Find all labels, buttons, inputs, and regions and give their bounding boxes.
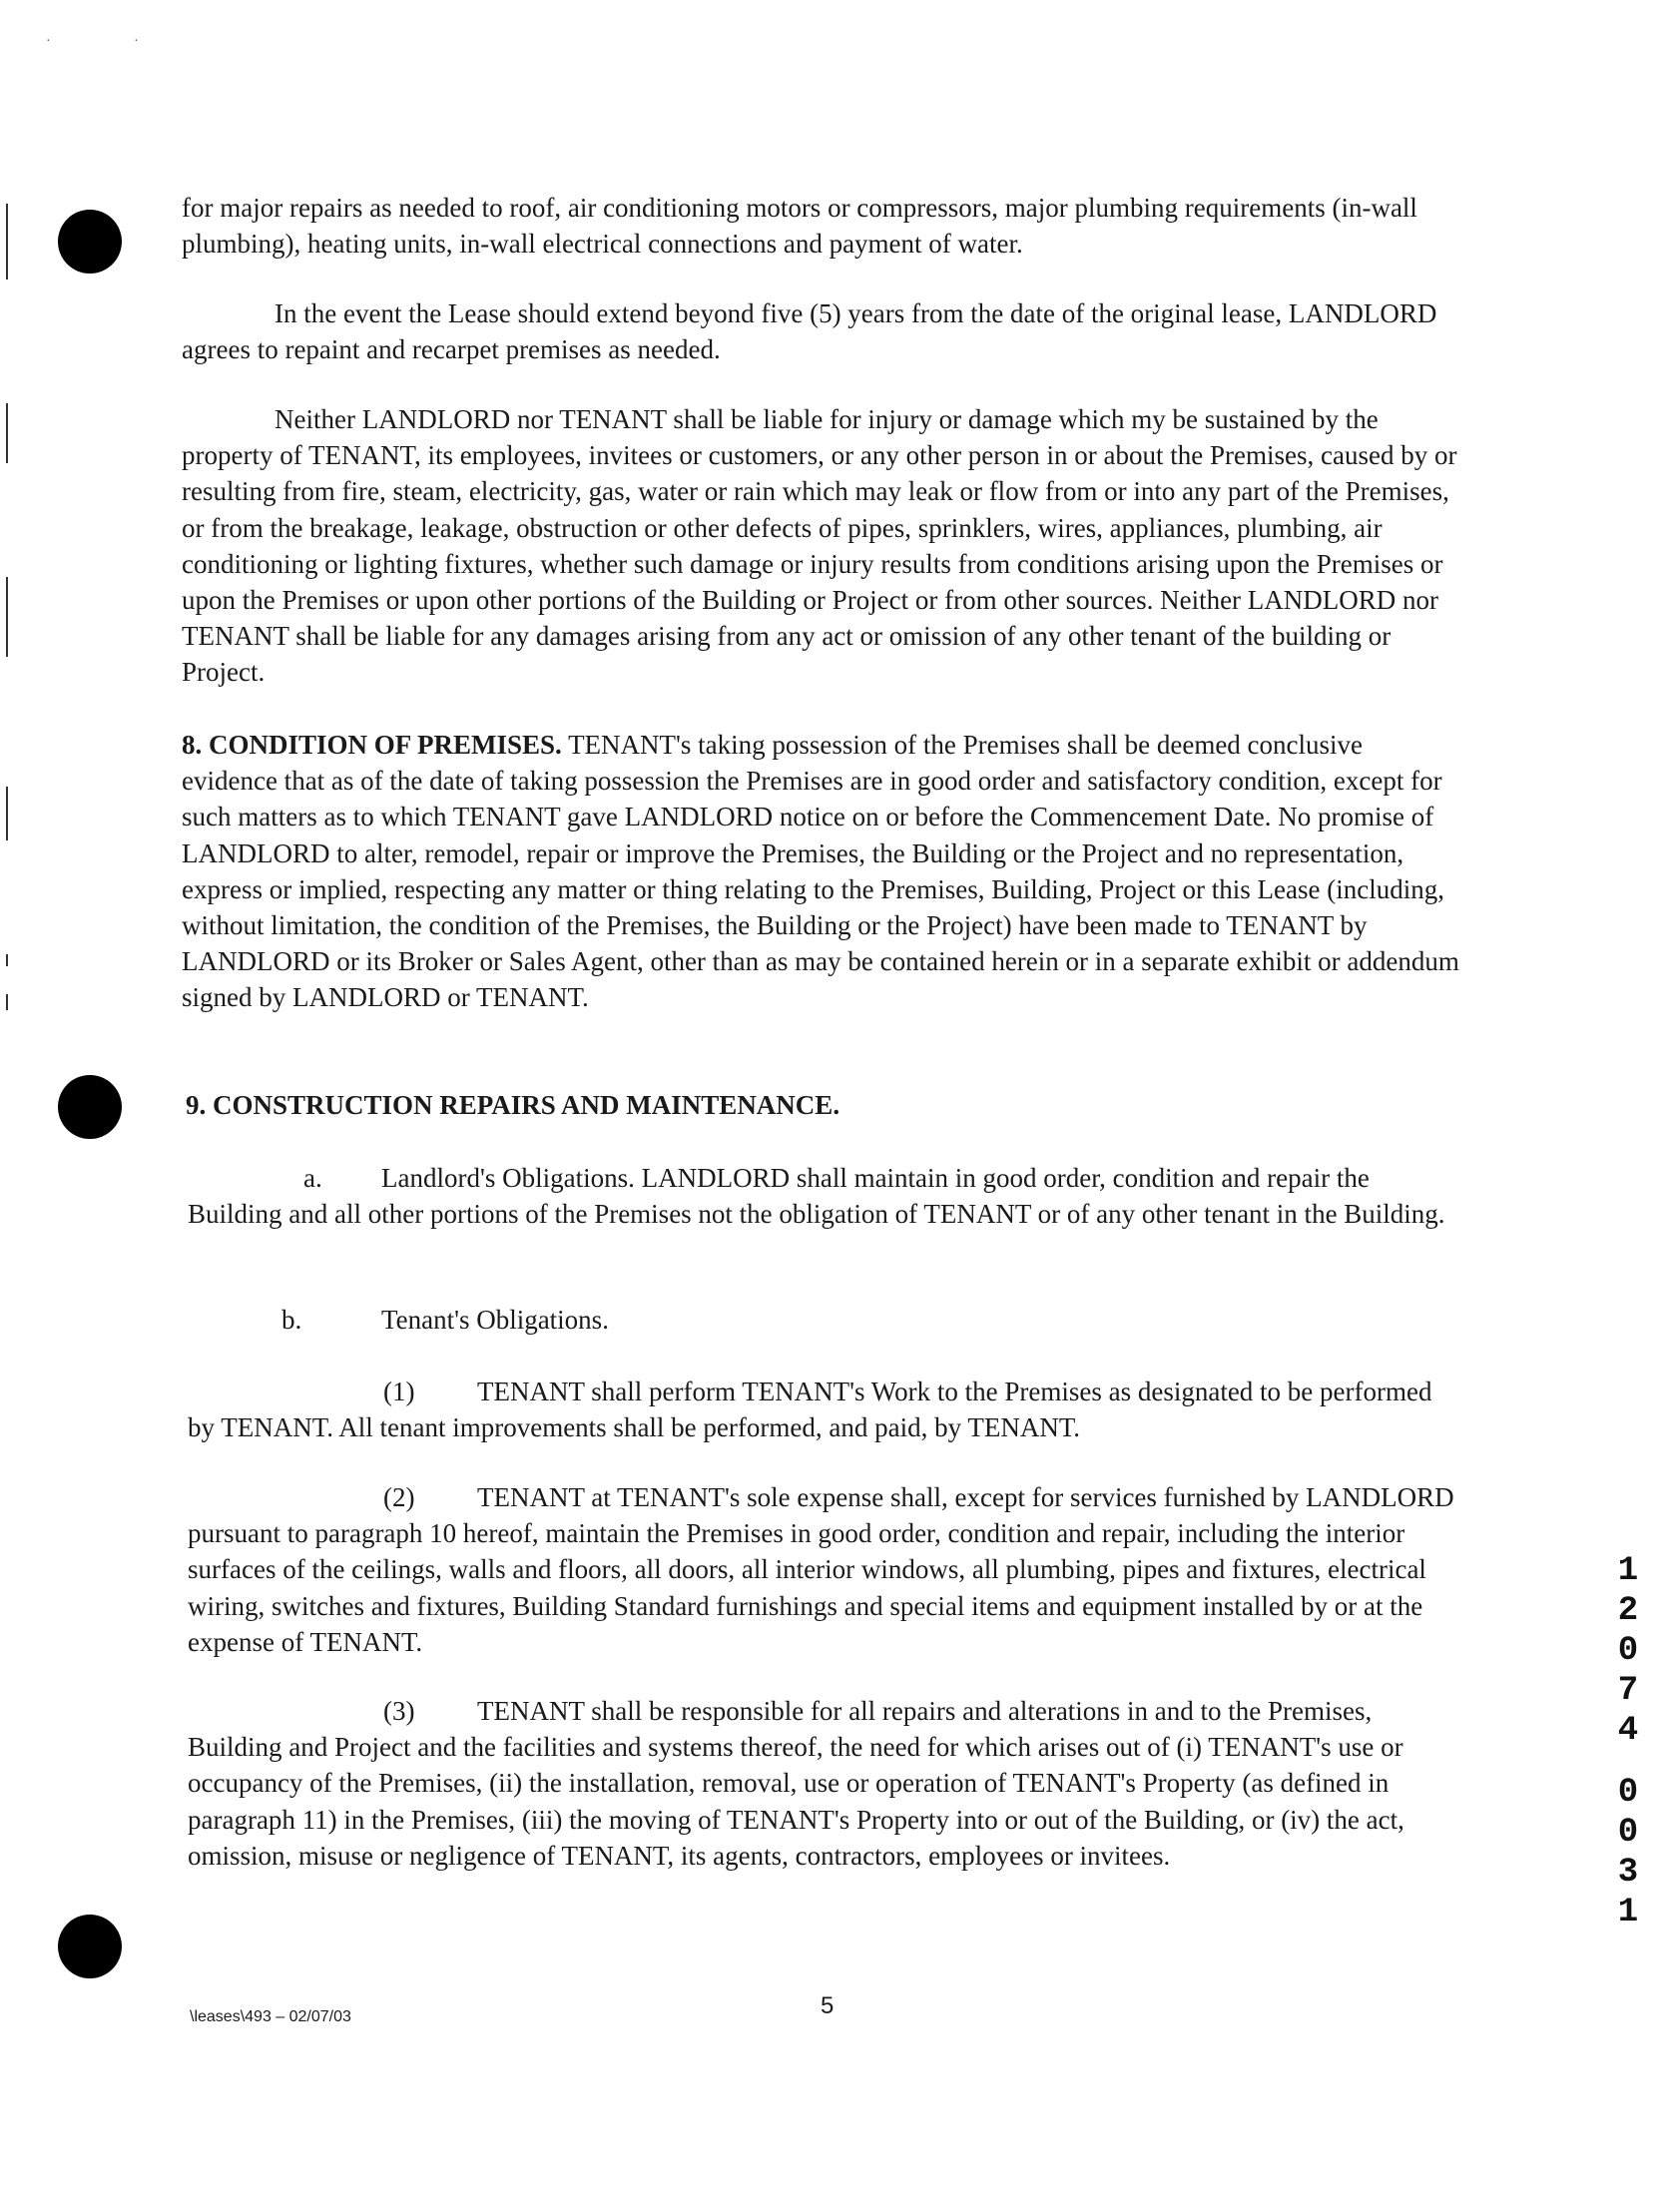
section-9b-text: Tenant's Obligations.	[381, 1305, 609, 1335]
section-8-text: TENANT's taking possession of the Premises shall be deemed conclusive evidence that as of the date of taking possession the Premises are in good order and satisfactory condition, except for such matters as to which TENANT gave LANDLORD notice on or before the Commencement Date. No promise of LANDLORD to alter, remodel, repair or improve the Premises, the Building or the Project and no representation, express or implied, respecting any matter or thing relating to the Premises, Building, Project or this Lease (including, without limitation, the condition of the Premises, the Building or the Project) have been made to TENANT by LANDLORD or its Broker or Sales Agent, other than as may be contained herein or in a separate exhibit or addendum signed by LANDLORD or TENANT.	[182, 730, 1459, 1013]
bates-digit: 0	[1617, 1632, 1639, 1670]
bates-stamp	[1605, 1551, 1651, 1933]
hole-punch-middle	[58, 1075, 122, 1139]
paragraph-lease-extension: In the event the Lease should extend beyond five (5) years from the date of the original lease, LANDLORD agrees to repaint and recarpet premises as needed.	[182, 298, 1437, 365]
bates-digit: 7	[1617, 1672, 1639, 1710]
item-1-label: (1)	[383, 1377, 415, 1406]
bates-digit: 2	[1617, 1592, 1639, 1630]
section-9b-label: b.	[281, 1305, 302, 1335]
bates-digit: 1	[1617, 1894, 1639, 1932]
scan-speck-marks: · ·	[46, 34, 179, 49]
section-9a-label: a.	[303, 1163, 322, 1193]
section-9b-item-2	[188, 1479, 1465, 1660]
item-3-text: TENANT shall be responsible for all repairs and alterations in and to the Premises, Building and Project and the facilities and systems thereof, the need for which arises out of (i) TENANT's use or occupancy of the Premises, (ii) the installation, removal, use or operation of TENANT's Property (as defined in paragraph 11) in the Premises, (iii) the moving of TENANT's Property into or out of the Building, or (iv) the act, omission, misuse or negligence of TENANT, its agents, contractors, employees or invitees.	[188, 1696, 1404, 1871]
section-9b-item-1	[188, 1374, 1465, 1445]
section-9a-text: Landlord's Obligations. LANDLORD shall maintain in good order, condition and repair the Building and all other portions of the Premises not the obligation of TENANT or of any other tenant in the Building.	[188, 1163, 1445, 1230]
section-9b-item-3	[188, 1693, 1465, 1874]
section-9b-paragraph	[188, 1302, 1465, 1338]
margin-scan-line	[6, 403, 8, 463]
bates-digit: 1	[1617, 1552, 1639, 1590]
item-1-text: TENANT shall perform TENANT's Work to the Premises as designated to be performed by TENANT. All tenant improvements shall be performed, and paid, by TENANT.	[188, 1377, 1432, 1443]
margin-scan-line	[6, 994, 8, 1010]
footer-file-reference: \leases\493 – 02/07/03	[190, 2008, 351, 2025]
hole-punch-bottom	[58, 1915, 122, 1978]
margin-scan-line	[6, 204, 8, 279]
item-3-label: (3)	[383, 1696, 415, 1726]
item-2-label: (2)	[383, 1482, 415, 1512]
bates-digit: 0	[1617, 1814, 1639, 1852]
section-8-heading: 8. CONDITION OF PREMISES.	[182, 730, 562, 760]
bates-digit: 0	[1617, 1774, 1639, 1812]
paragraph-liability: Neither LANDLORD nor TENANT shall be liable for injury or damage which my be sustained by the property of TENANT, its employees, invitees or customers, or any other person in or about the Premises, caused by or resulting from fire, steam, electricity, gas, water or rain which may leak or flow from or into any part of the Premises, or from the breakage, leakage, obstruction or other defects of pipes, sprinklers, wires, appliances, plumbing, air conditioning or lighting fixtures, whether such damage or injury results from conditions arising upon the Premises or upon the Premises or upon other portions of the Building or Project or from other sources. Neither LANDLORD nor TENANT shall be liable for any damages arising from any act or omission of any other tenant of the building or Project.	[182, 404, 1457, 688]
section-9-heading: 9. CONSTRUCTION REPAIRS AND MAINTENANCE.	[186, 1090, 840, 1120]
margin-scan-line	[6, 577, 8, 657]
margin-scan-line	[6, 954, 8, 966]
margin-scan-line	[6, 787, 8, 840]
bates-digit: 3	[1617, 1854, 1639, 1892]
section-9a-paragraph	[188, 1160, 1465, 1232]
item-2-text: TENANT at TENANT's sole expense shall, except for services furnished by LANDLORD pursuant to paragraph 10 hereof, maintain the Premises in good order, condition and repair, including the interior surfaces of the ceilings, walls and floors, all doors, all interior windows, all plumbing, pipes and fixtures, electrical wiring, switches and fixtures, Building Standard furnishings and special items and equipment installed by or at the expense of TENANT.	[188, 1482, 1454, 1657]
hole-punch-top	[58, 210, 122, 274]
section-8-condition-of-premises	[182, 727, 1459, 1016]
page-number: 5	[821, 1992, 835, 2019]
paragraph-repairs-continued: for major repairs as needed to roof, air conditioning motors or compressors, major plumbing requirements (in-wall plumbing), heating units, in-wall electrical connections and payment of water.	[182, 193, 1417, 260]
bates-digit: 4	[1617, 1712, 1639, 1750]
